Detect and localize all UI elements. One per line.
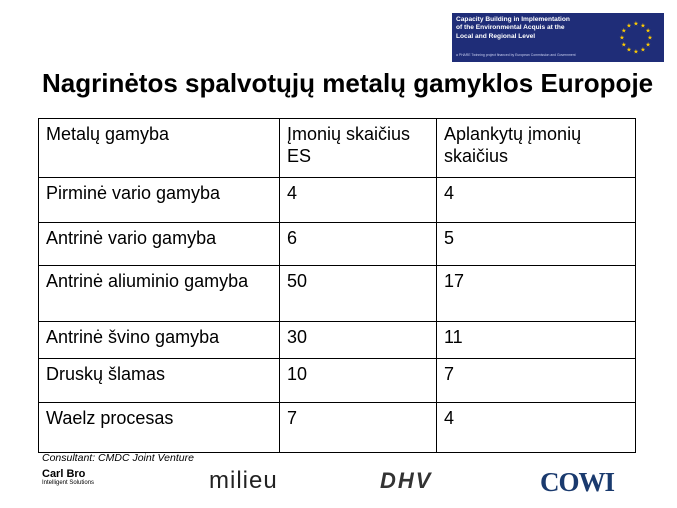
eu-star-icon: ★ bbox=[633, 49, 639, 56]
table-row bbox=[39, 322, 636, 359]
row-label: Druskų šlamas bbox=[39, 359, 280, 403]
banner-title bbox=[456, 16, 604, 41]
eu-star-icon: ★ bbox=[621, 28, 627, 35]
eu-star-icon: ★ bbox=[640, 47, 646, 54]
table-header-row bbox=[39, 119, 636, 178]
eu-star-icon: ★ bbox=[645, 28, 651, 35]
carl-bro-name: Carl Bro bbox=[42, 468, 86, 480]
milieu-logo: milieu bbox=[209, 467, 278, 494]
carl-bro-tagline: Intelligent Solutions bbox=[42, 480, 95, 486]
row-count-eu: 10 bbox=[280, 359, 437, 403]
eu-star-icon: ★ bbox=[633, 21, 639, 28]
eu-star-icon: ★ bbox=[626, 23, 632, 30]
table-row bbox=[39, 178, 636, 223]
header-metal-production: Metalų gamyba bbox=[39, 119, 280, 178]
consultant-note: Consultant: CMDC Joint Venture bbox=[42, 452, 194, 464]
row-count-visited: 11 bbox=[437, 322, 636, 359]
banner-line-2: of the Environmental Acquis at the bbox=[456, 24, 565, 32]
row-count-visited: 17 bbox=[437, 266, 636, 322]
row-count-eu: 4 bbox=[280, 178, 437, 223]
table-row bbox=[39, 359, 636, 403]
banner-line-3: Local and Regional Level bbox=[456, 32, 536, 40]
row-label: Antrinė vario gamyba bbox=[39, 223, 280, 266]
page-title: Nagrinėtos spalvotųjų metalų gamyklos Europoje bbox=[42, 68, 654, 98]
banner-line-1: Capacity Building in Implementation bbox=[456, 16, 570, 23]
carl-bro-logo bbox=[42, 468, 112, 487]
eu-star-icon: ★ bbox=[647, 35, 653, 42]
header-companies-eu: Įmonių skaičius ES bbox=[280, 119, 437, 178]
eu-star-icon: ★ bbox=[640, 23, 646, 30]
banner-subtext: a PHARE Twinning project financed by European Commission and Government bbox=[456, 53, 576, 57]
row-count-eu: 30 bbox=[280, 322, 437, 359]
eu-star-icon: ★ bbox=[626, 47, 632, 54]
table-row bbox=[39, 403, 636, 453]
row-count-eu: 6 bbox=[280, 223, 437, 266]
table-row bbox=[39, 266, 636, 322]
smelters-table bbox=[38, 118, 636, 453]
eu-flag-icon bbox=[610, 15, 662, 60]
cowi-logo: COWI bbox=[540, 467, 615, 497]
row-count-eu: 7 bbox=[280, 403, 437, 453]
eu-star-icon: ★ bbox=[645, 42, 651, 49]
row-label: Antrinė aliuminio gamyba bbox=[39, 266, 280, 322]
row-count-eu: 50 bbox=[280, 266, 437, 322]
row-count-visited: 4 bbox=[437, 178, 636, 223]
dhv-logo: DHV bbox=[380, 468, 433, 493]
table-row bbox=[39, 223, 636, 266]
header-visited-companies: Aplankytų įmonių skaičius bbox=[437, 119, 636, 178]
row-count-visited: 4 bbox=[437, 403, 636, 453]
row-label: Waelz procesas bbox=[39, 403, 280, 453]
eu-star-icon: ★ bbox=[619, 35, 625, 42]
row-count-visited: 5 bbox=[437, 223, 636, 266]
project-banner bbox=[452, 13, 664, 62]
row-label: Antrinė švino gamyba bbox=[39, 322, 280, 359]
eu-star-icon: ★ bbox=[621, 42, 627, 49]
row-label: Pirminė vario gamyba bbox=[39, 178, 280, 223]
row-count-visited: 7 bbox=[437, 359, 636, 403]
